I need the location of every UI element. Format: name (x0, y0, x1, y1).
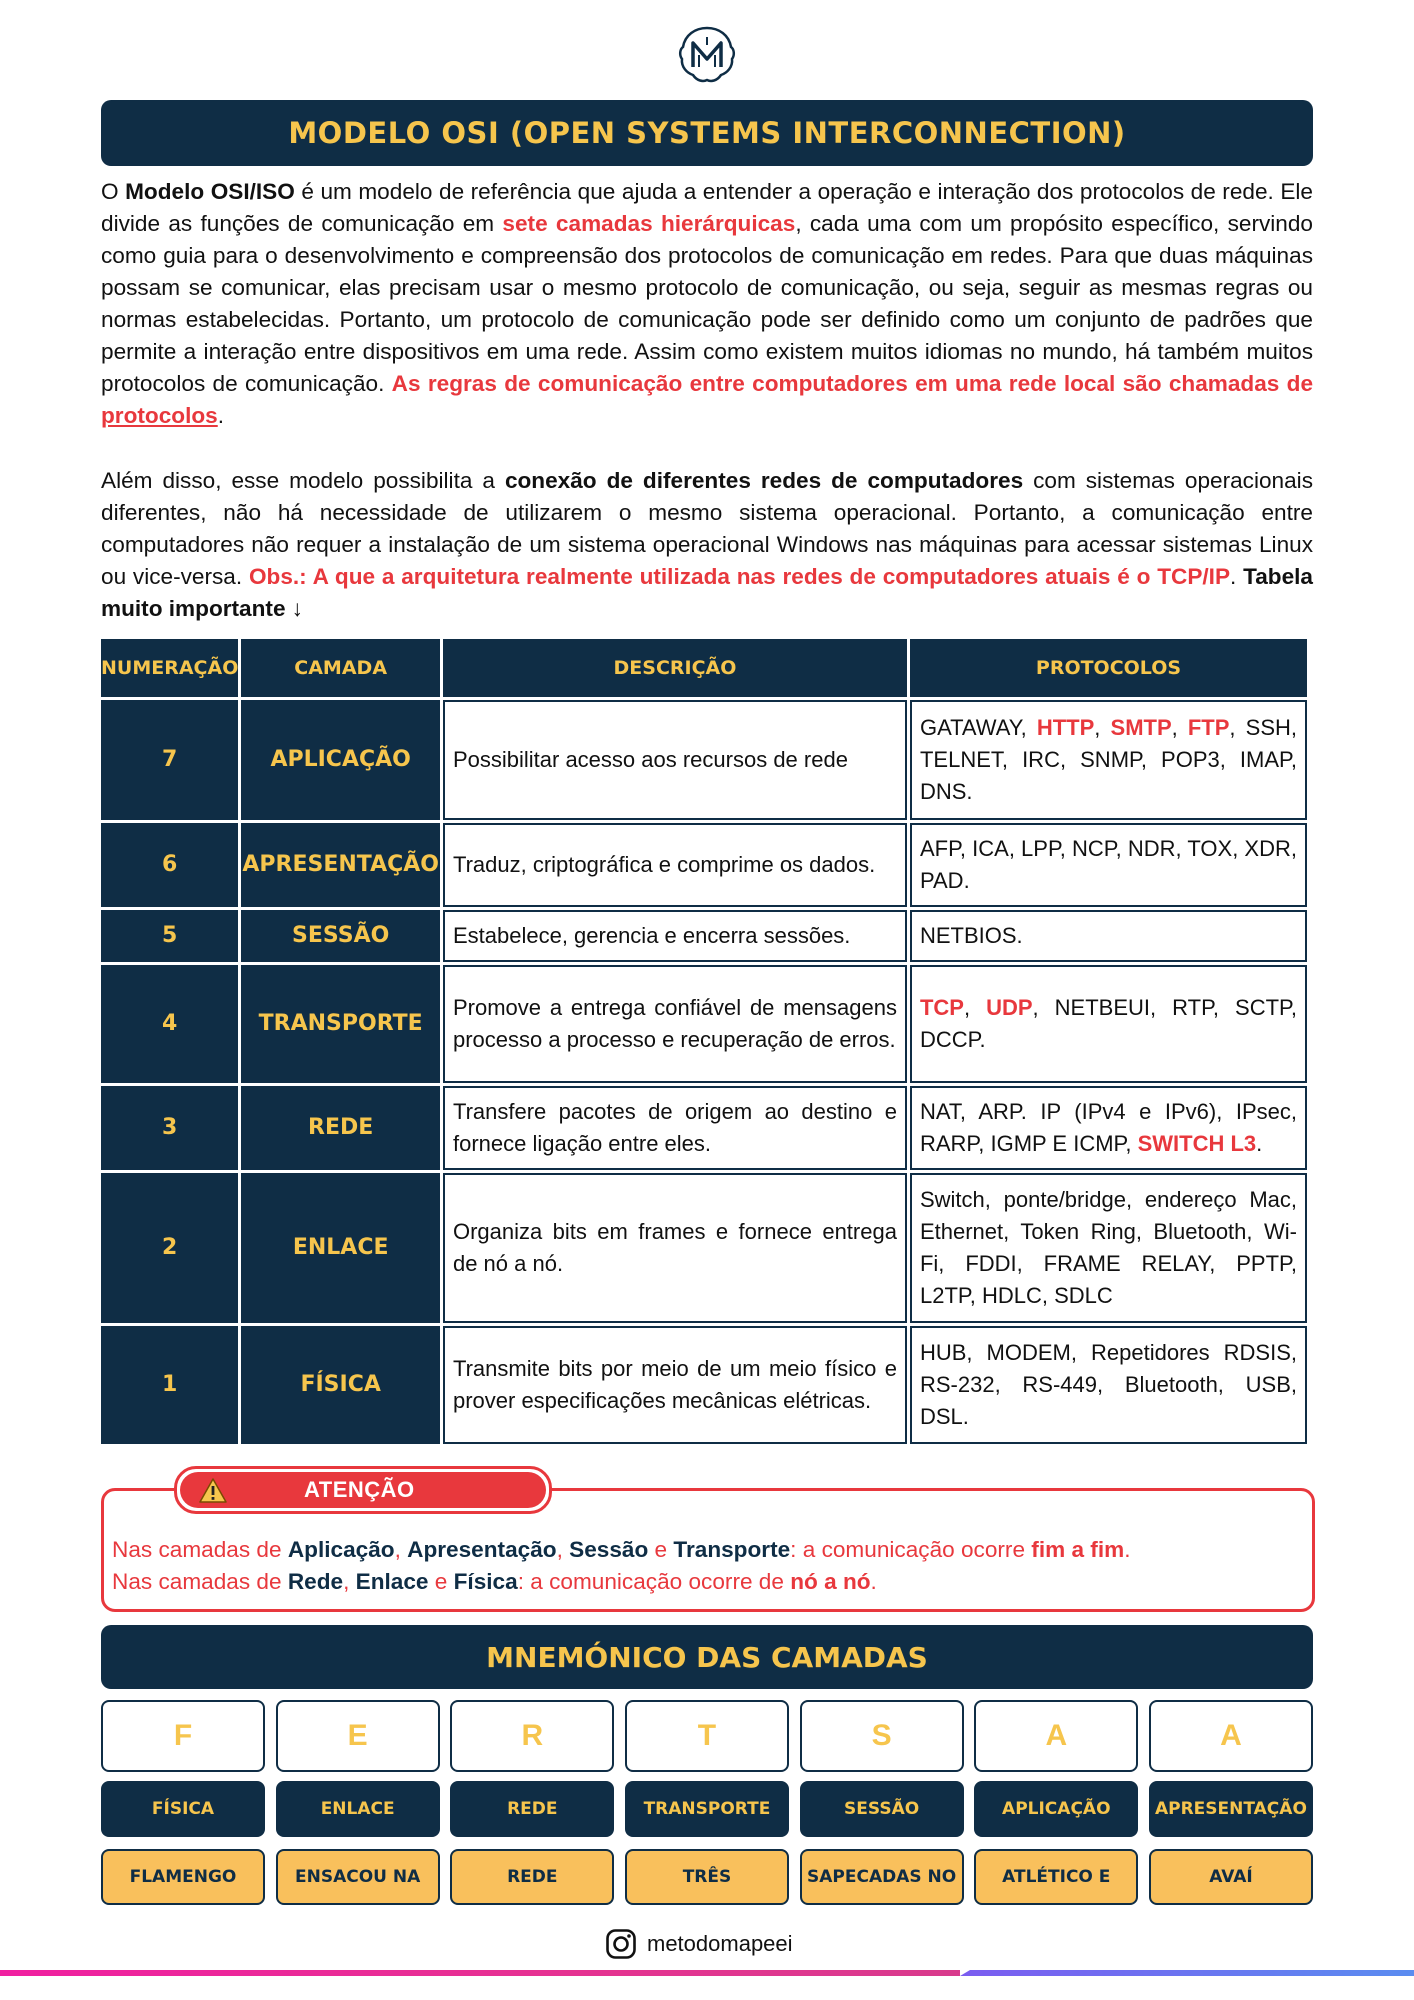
warning-icon (198, 1477, 228, 1504)
attention-tab (174, 1466, 552, 1514)
protocol-text: , (1094, 715, 1111, 740)
layer-name: SESSÃO (241, 910, 440, 962)
osi-layers-table (98, 636, 1310, 1447)
attention-line-1: Nas camadas de Aplicação, Apresentação, Sessão e Transporte: a comunicação ocorre fim a fim. (112, 1537, 1131, 1562)
mnemonic-layer: FÍSICA (101, 1781, 265, 1837)
layer-number: 6 (101, 823, 238, 907)
header-numeracao: NUMERAÇÃO (101, 639, 238, 697)
layer-number: 5 (101, 910, 238, 962)
layer-number: 2 (101, 1173, 238, 1323)
brain-m-logo-icon (677, 25, 737, 85)
attention-text (112, 1534, 1130, 1598)
mnemonic-letter: S (800, 1700, 964, 1772)
layer-protocols (910, 965, 1307, 1083)
mnemonic-words-row (101, 1849, 1313, 1905)
protocol-text: GATAWAY, (919, 715, 1037, 740)
layer-protocols (910, 1173, 1307, 1323)
mnemonic-layer: ENLACE (276, 1781, 440, 1837)
table-row (101, 823, 1307, 907)
protocol-text: , (1171, 715, 1188, 740)
layer-protocols (910, 1326, 1307, 1444)
layer-number: 7 (101, 700, 238, 820)
mnemonic-letter: A (1149, 1700, 1313, 1772)
table-row (101, 910, 1307, 962)
mnemonic-layers-row (101, 1781, 1313, 1837)
attention-line-2: Nas camadas de Rede, Enlace e Física: a comunicação ocorre de nó a nó. (112, 1569, 877, 1594)
highlighted-protocol: FTP (1187, 715, 1230, 740)
layer-number: 3 (101, 1086, 238, 1170)
mnemonic-letter: R (450, 1700, 614, 1772)
layer-description: Promove a entrega confiável de mensagens processo a processo e recuperação de erros. (443, 965, 907, 1083)
instagram-icon (605, 1928, 637, 1960)
protocol-text: . (1256, 1131, 1263, 1156)
page-title: MODELO OSI (OPEN SYSTEMS INTERCONNECTION) (288, 116, 1126, 150)
highlighted-protocol: TCP (919, 995, 964, 1020)
mnemonic-layer: APRESENTAÇÃO (1149, 1781, 1313, 1837)
protocol-text: , (963, 995, 987, 1020)
mnemonic-word: FLAMENGO (101, 1849, 265, 1905)
mnemonic-word: AVAÍ (1149, 1849, 1313, 1905)
protocol-text: HUB, MODEM, Repetidores RDSIS, RS-232, RS-449, Bluetooth, USB, DSL. (919, 1340, 1297, 1429)
attention-label: ATENÇÃO (304, 1477, 415, 1502)
footer (605, 1928, 793, 1960)
protocol-text: AFP, ICA, LPP, NCP, NDR, TOX, XDR, PAD. (919, 836, 1297, 893)
protocol-text: , NETBEUI, RTP, SCTP, DCCP. (919, 995, 1297, 1052)
highlighted-protocol: SWITCH L3 (1137, 1131, 1257, 1156)
protocolos-link: protocolos (101, 403, 218, 428)
header-camada: CAMADA (241, 639, 440, 697)
highlighted-protocol: SMTP (1110, 715, 1172, 740)
instagram-handle[interactable]: metodomapeei (647, 1931, 793, 1956)
layer-description: Organiza bits em frames e fornece entrega de nó a nó. (443, 1173, 907, 1323)
layer-name: APRESENTAÇÃO (241, 823, 440, 907)
layer-description: Transfere pacotes de origem ao destino e fornece ligação entre eles. (443, 1086, 907, 1170)
protocol-text: Switch, ponte/bridge, endereço Mac, Ethernet, Token Ring, Bluetooth, Wi-Fi, FDDI, FRAME RELAY, PPTP, L2TP, HDLC, SDLC (919, 1187, 1297, 1308)
table-row (101, 1326, 1307, 1444)
highlighted-protocol: UDP (986, 995, 1033, 1020)
mnemonic-word: TRÊS (625, 1849, 789, 1905)
layer-number: 4 (101, 965, 238, 1083)
mnemonic-title-bar (101, 1625, 1313, 1689)
table-header-row (101, 639, 1307, 697)
mnemonic-layer: APLICAÇÃO (974, 1781, 1138, 1837)
layer-description: Possibilitar acesso aos recursos de rede (443, 700, 907, 820)
mnemonic-letter: E (276, 1700, 440, 1772)
layer-name: APLICAÇÃO (241, 700, 440, 820)
protocol-text: NETBIOS. (919, 923, 1023, 948)
layer-name: REDE (241, 1086, 440, 1170)
layer-protocols (910, 1086, 1307, 1170)
header-protocolos: PROTOCOLOS (910, 639, 1307, 697)
table-row (101, 965, 1307, 1083)
layer-number: 1 (101, 1326, 238, 1444)
intro-paragraph-2: Além disso, esse modelo possibilita a conexão de diferentes redes de computadores com sistemas operacionais diferentes, não há necessidade de utilizarem o mesmo sistema operacional. Portanto, a comunicação entre computadores não requer a instalação de um sistema operacional Windows nas máquinas para acessar sistemas Linux ou vice-versa. Obs.: A que a arquitetura realmente utilizada nas redes de computadores atuais é o TCP/IP. Tabela muito importante ↓ (101, 468, 1313, 621)
mnemonic-word: SAPECADAS NO (800, 1849, 964, 1905)
layer-description: Traduz, criptográfica e comprime os dados. (443, 823, 907, 907)
layer-protocols (910, 700, 1307, 820)
footer-bar-pink (0, 1970, 960, 1976)
layer-name: ENLACE (241, 1173, 440, 1323)
protocol-text: NAT, ARP. IP (IPv4 e IPv6), IPsec, RARP, IGMP E ICMP, (919, 1099, 1297, 1156)
intro-paragraph-1: O Modelo OSI/ISO é um modelo de referência que ajuda a entender a operação e interação dos protocolos de rede. Ele divide as funções de comunicação em sete camadas hierárquicas, cada uma com um propósito específico, servindo como guia para o desenvolvimento e compreensão dos protocolos de comunicação em redes. Para que duas máquinas possam se comunicar, elas precisam usar o mesmo protocolo de comunicação, ou seja, seguir as mesmas regras ou normas estabelecidas. Portanto, um protocolo de comunicação pode ser definido como um conjunto de padrões que permite a interação entre dispositivos em uma rede. Assim como existem muitos idiomas no mundo, há também muitos protocolos de comunicação. As regras de comunicação entre computadores em uma rede local são chamadas de protocolos. (101, 179, 1314, 428)
layer-name: TRANSPORTE (241, 965, 440, 1083)
header-descricao: DESCRIÇÃO (443, 639, 907, 697)
mnemonic-letter: T (625, 1700, 789, 1772)
mnemonic-title: MNEMÓNICO DAS CAMADAS (486, 1640, 928, 1674)
mnemonic-layer: TRANSPORTE (625, 1781, 789, 1837)
mnemonic-word: REDE (450, 1849, 614, 1905)
mnemonic-layer: SESSÃO (800, 1781, 964, 1837)
table-row (101, 1086, 1307, 1170)
table-row (101, 1173, 1307, 1323)
protocol-text: , SSH, TELNET, IRC, SNMP, POP3, IMAP, DNS. (919, 715, 1297, 804)
mnemonic-letters-row (101, 1700, 1313, 1772)
layer-protocols (910, 910, 1307, 962)
mnemonic-layer: REDE (450, 1781, 614, 1837)
footer-bar-blue (960, 1970, 1414, 1976)
highlighted-protocol: HTTP (1036, 715, 1095, 740)
layer-protocols (910, 823, 1307, 907)
mnemonic-letter: A (974, 1700, 1138, 1772)
page-title-bar (101, 100, 1313, 166)
layer-description: Transmite bits por meio de um meio físico e prover especificações mecânicas elétricas. (443, 1326, 907, 1444)
mnemonic-word: ENSACOU NA (276, 1849, 440, 1905)
mnemonic-letter: F (101, 1700, 265, 1772)
mnemonic-word: ATLÉTICO E (974, 1849, 1138, 1905)
table-row (101, 700, 1307, 820)
layer-name: FÍSICA (241, 1326, 440, 1444)
layer-description: Estabelece, gerencia e encerra sessões. (443, 910, 907, 962)
